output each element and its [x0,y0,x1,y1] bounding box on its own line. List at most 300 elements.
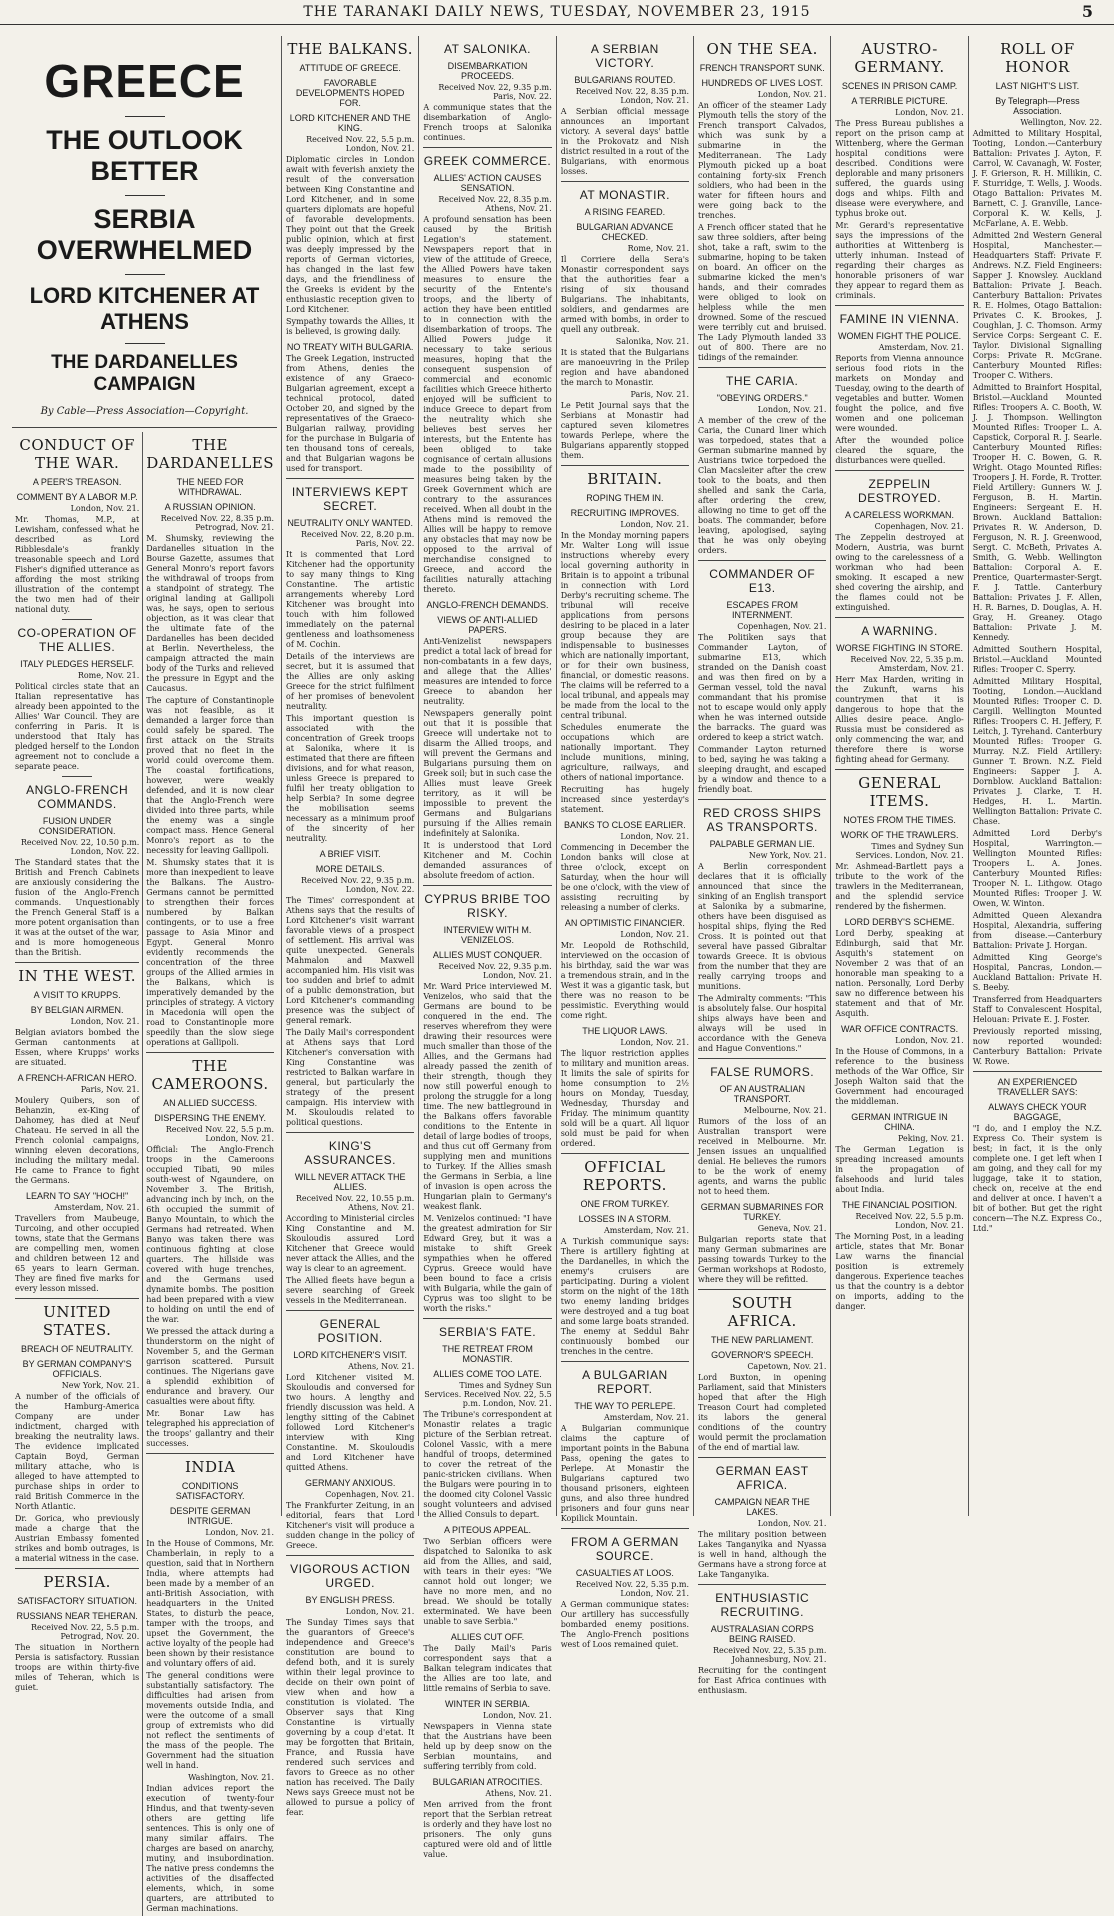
paragraph: The Daily Mail's correspondent at Athens says that Lord Kitchener's conversation with King Constantine was restricted to Balkan warfare in general, but particularly the strategy of the present campaign. His interview with M. Skouloudis related to political questions. [286,1028,415,1127]
paragraph: Newspapers in Vienna state that the Austrians have been held up by deep snow on the Serbian mountains, and suffering terribly from cold. [423,1722,552,1771]
subheading: MORE DETAILS. [315,864,385,874]
paragraph: Admitted to Brainfort Hospital, Bristol.—Auckland Mounted Rifles: Troopers A. C. Booth, W. J. J. Thompson. Wellington Mounted Rifles: Trooper L. A. Capstick, Corporal R. J. Searle. Canterbury Mounted Rifles: Trooper H. C. Bowen, G. R. Wright. Otago Mounted Rifles: Troopers J. H. Forde, R. Trotter. Field Artillery: Gunners W. J. Ferguson, B. H. Martin. Engineers: Sergeant E. H. Brown. Auckland Battalion: Privates R. W. Anderson, D. Ferguson, N. R. J. Greenwood, Sergt. C. McBeth, Privates A. Smith, G. Webb. Wellington Battalion: Corporal A. E. Prentice, Quartermaster-Sergt. F. J. Tattle. Canterbury Battalion: Privates J. F. Allen, H. R. Barnes, D. Douglas, A. H. Gray, H. Greaney. Otago Battalion: Private J. M. Kennedy. [972,383,1103,642]
col1-right [143,432,277,1916]
divider [286,1310,414,1311]
column-1 [8,36,282,1913]
subheading: FAVORABLE DEVELOPMENTS HOPED FOR. [295,78,405,108]
divider [835,305,963,306]
subheading: GOVERNOR'S SPEECH. [711,1350,814,1360]
rule [125,116,165,117]
article-heading: UNITED STATES. [42,1303,112,1339]
page-number: 5 [1081,2,1094,21]
divider [561,181,689,182]
subheading: LORD KITCHENER'S VISIT. [293,1350,408,1360]
paragraph: A profound sensation has been caused by the British Legation's statement. Newspapers report that in view of the attitude of Greece, the Allied Powers have taken measures to ensure the security of the Entente's troops, and the liberty of action they have been entitled to in connection with the disembarkation of troops. The Allied Powers judge it necessary to take serious measures, hoping that the consequent suspension of commercial and economic facilities which Greece hitherto enjoyed will be sufficient to induce Greece to depart from the neutrality which she believes best serves her interests, but the Entente has been obliged to take cognisance of certain allusions made to the possibility of measures being taken by the Greek Government which are contrary to the assurances received. When all doubt in the Athens mind is removed the Allies will be happy to remove any obstacles that may now be opposed to the arrival of merchandise consigned to Greece, and accord the facilities naturally attaching thereto. [423,215,552,594]
paragraph: In the House of Commons, Mr. Chamberlain, in reply to a question, said that in Northern India, where attempts had been made by a member of an anti-British Association, with headquarters in the United States, to disturb the peace, tamper with the troops, and upset the Government, the active loyalty of the people had been shown by their resistance and voluntary offers of aid. [146,1539,274,1668]
paragraph: Admitted King George's Hospital, Pancras, London.—Auckland Battalion: Private H. S. Beeby. [972,953,1103,992]
subheading: ALWAYS CHECK YOUR BAGGAGE, [988,1102,1087,1122]
paragraph: Schedules enumerate the occupations which are nationally important. They include munitions, mining, agriculture, railways, and others of national importance. [560,723,690,782]
paragraph: Newspapers generally point out that it is possible that Greece will undertake not to disarm the Allied troops, and will prevent the Germans and Bulgarians pursuing them on Greek soil; but in such case the Allies must leave Greek territory, as it will be impossible to prevent the Germans and Bulgarians pursuing if the Allies remain indefinitely at Salonika. [423,709,552,838]
dateline: Received Nov. 22, 9.35 p.m. Paris, Nov. 22. [438,83,552,101]
divider [973,1071,1102,1072]
article-heading: KING'S ASSURANCES. [304,1139,396,1167]
divider [698,1584,826,1585]
dateline: Melbourne, Nov. 21. [743,1106,827,1115]
subheading: ALLIES' ACTION CAUSES SENSATION. [433,173,542,193]
subheading: BY ENGLISH PRESS. [305,1595,395,1605]
dateline: Amsterdam, Nov. 21. [54,1203,140,1212]
paragraph: Men arrived from the front report that the Serbian retreat is orderly and they have lost no prisoners. The only guns captured were old and of little value. [423,1800,552,1859]
article-heading: FROM A GERMAN SOURCE. [570,1535,679,1563]
paragraph: According to Ministerial circles King Constantine and M. Skouloudis assured Lord Kitchener that Greece would never attack the Allies, and the way is clear to an agreement. [286,1214,415,1273]
divider [561,465,689,466]
paragraph: "I do, and I employ the N.Z. Express Co. Their system is best; in fact, it is the only complete one. I get left when I am going, and they call for my luggage, take it to station, check on, receive at the end and deliver at once. I haven't a bit of bother. But get the right concern—The N.Z. Express Co., Ltd." [972,1124,1103,1233]
article-heading: ENTHUSIASTIC RECRUITING. [715,1591,810,1619]
paragraph: This important question is associated with the concentration of Greek troops at Salonika, where it is estimated that there are fifteen divisions, and for what reason, unless Greece is prepared to fulfil her treaty obligation to help Serbia? In some degree the mobilisation seems necessary as a minimum proof of the sincerity of her neutrality. [286,714,415,843]
paragraph: Political circles state that an Italian representative has already been appointed to the Allies' War Council. They are conferring in Paris. It is understood that Italy has pledged herself to the London agreement not to conclude a separate peace. [15,682,140,771]
paragraph: Reports from Vienna announce serious food riots in the markets on Monday and Tuesday, owing to the dearth of vegetables and butter. Women fought the police, and five women and one policeman were wounded. [835,354,964,433]
paragraph: A number of the officials of the Hamburg-America Company are under indictment, charged with breaking the neutrality laws. The evidence implicated Captain Boyd, German military attache, who is alleged to have attempted to purchase ships in order to raid British Commerce in the North Atlantic. [15,1392,140,1511]
paragraph: Admitted Military Hospital, Tooting, London.—Auckland Mounted Rifles: Trooper C. D. Cargill. Wellington Mounted Rifles: Troopers C. H. Jeffery, F. Leitch, J. Tyrehand. Canterbury Mounted Rifles: Trooper G. Murray. N.Z. Field Artillery: Gunner T. Brown. N.Z. Field Engineers: Sapper J. A. Dornblow. Auckland Battalion: Privates J. Clarke, T. H. Hedges, H. L. Martin. Wellington Battalion: Private C. Chase. [972,677,1103,826]
subheading: ATTITUDE OF GREECE. [299,63,401,73]
subheading: A PEER'S TREASON. [32,477,122,487]
article-heading: GENERAL ITEMS. [858,774,941,810]
article-heading: A BULGARIAN REPORT. [582,1368,668,1396]
paragraph: Official: The Anglo-French troops in the Cameroons occupied Tibati, 90 miles south-west of Ngaundere, on November 3. The British, advancing inch by inch, on the 6th occupied the summit of Banyo Mountain, to which the Germans had retreated. When Banyo was taken there was continuous fighting at close quarters. The hillside was covered with huge trenches, and the Germans used dynamite bombs. The position had been prepared with a view to holding on until the end of the war. [146,1145,274,1324]
subheading: WINTER IN SERBIA. [445,1699,531,1709]
column-7 [969,36,1106,1516]
subheading: LORD KITCHENER AND THE KING. [289,113,411,133]
paragraph: A Turkish communique says: There is artillery fighting at the Dardanelles, in which the enemy's cruisers are participating. During a violent storm on the night of the 18th two enemy landing bridges were destroyed and a tug boat and some large boats stranded. The enemy at Seddul Bahr continuously bombed our trenches in the centre. [560,1237,690,1356]
dateline: London, Nov. 21. [895,108,964,117]
rule [125,195,165,196]
dateline: Received Nov. 22, 9.35 p.m. London, Nov. 22. [301,876,415,894]
paragraph: M. Venizelos continued: "I have the greatest admiration for Sir Edward Grey, but it was a mistake to shift Greek sympathies when he offered Cyprus. Greece would have been bound to face a crisis with Bulgaria, while the gain of Cyprus was too slight to be worth the risks." [423,1214,552,1313]
dateline: London, Nov. 21. [620,520,690,529]
divider [698,560,826,561]
headline-serbia: SERBIA OVERWHELMED [36,204,253,265]
article-heading: ROLL OF HONOR [1000,40,1075,76]
subheading: BULGARIANS ROUTED. [574,75,676,85]
paragraph: Diplomatic circles in London await with feverish anxiety the result of the conversation between King Constantine and Lord Kitchener, and in some quarters diplomats are hopeful of favorable developments. They point out that the Greek public opinion, which at first was deeply impressed by the reports of German victories, has changed in the last few days, and the friendliness of the Greeks is evident by the enthusiastic reception given to Lord Kitchener. [286,155,415,314]
divider [15,1298,139,1299]
dateline: Times and Sydney Sun Services. London, Nov. 21. [855,842,964,860]
subheading: LORD DERBY'S SCHEME. [844,917,955,927]
dateline: Copenhagen, Nov. 21. [737,622,827,631]
dateline: Received Nov. 22, 5.35 p.m. Johannesburg, Nov. 21. [713,1646,827,1664]
dateline: Capetown, Nov. 21. [747,1362,827,1371]
subheading: BULGARIAN ATROCITIES. [432,1777,543,1787]
subheading: HUNDREDS OF LIVES LOST. [701,78,823,88]
subheading: AUSTRALASIAN CORPS BEING RAISED. [710,1624,814,1644]
divider [835,769,963,770]
article-heading: IN THE WEST. [18,967,137,985]
subheading: ALLIES MUST CONQUER. [432,950,543,960]
paragraph: Admitted Lord Derby's Hospital, Warrington.—Wellington Mounted Rifles: Troopers L. A. Jones. Canterbury Mounted Rifles: Trooper N. L. Lithgow. Otago Mounted Rifles: Trooper J. W. Owen, W. Winton. [972,829,1103,908]
paragraph: Admitted Southern Hospital, Bristol.—Auckland Mounted Rifles: Trooper C. Sperry. [972,645,1103,674]
dateline: Geneva, Nov. 21. [757,1224,827,1233]
dateline: London, Nov. 21. [70,504,140,513]
paragraph: The Tribune's correspondent at Monastir relates a tragic picture of the Serbian retreat. Colonel Vassic, with a mere handful of troops, determined to cover the retreat of the panic-stricken civilians. When the Bulgars were pouring in to the doomed city Colonel Vassic sought volunteers and advised the Allied Consuls to depart. [423,1410,552,1519]
subheading: VIEWS OF ANTI-ALLIED PAPERS. [437,615,538,635]
dateline: Received Nov. 22, 5.35 p.m. London, Nov. 21. [575,1580,690,1598]
subheading: NOTES FROM THE TIMES. [843,815,956,825]
subheading: FUSION UNDER CONSIDERATION. [38,816,116,836]
subheading: DESPITE GERMAN INTRIGUE. [169,1506,251,1526]
paragraph: Rumors of the loss of an Australian transport were received in Melbourne. Mr. Jensen issues an unqualified denial. He believes the rumors to be the work of enemy agents, and warns the public not to heed them. [698,1117,827,1196]
article-heading: CO-OPERATION OF THE ALLIES. [17,626,137,654]
divider [423,147,551,148]
subheading: WOMEN FIGHT THE POLICE. [837,331,962,341]
article-heading: GREEK COMMERCE. [423,154,552,168]
subheading: THE LIQUOR LAWS. [582,1026,668,1036]
dateline: Received Nov. 22, 5.5 p.m. London, Nov. 21. [855,1212,964,1230]
paragraph: Mr. Leopold de Rothschild, interviewed on the occasion of his birthday, said the war was a tremendous strain, and in the West it was a gigantic task, but there was no reason to be pessimistic. Everything would come right. [560,941,690,1020]
paragraph: The liquor restriction applies to military and munition areas. It limits the sale of spirits for home consumption to 2½ hours on Monday, Tuesday, Wednesday, Thursday and Friday. The minimum quantity sold will be a quart. All liquor sold must be paid for when ordered. [560,1049,690,1148]
subheading: ANGLO-FRENCH DEMANDS. [426,600,549,610]
paragraph: The Admiralty comments: "This is absolutely false. Our hospital ships always have been and always will be used in accordance with the Geneva and Hague Conventions." [698,994,827,1053]
paragraph: Moulery Quibers, son of Behanzin, ex-King of Dahomey, has died at Neuf Chateau. He served in all the French colonial campaigns, winning eleven decorations, including the military medal. He came to France to fight the Germans. [15,1096,140,1185]
divider [15,1568,139,1569]
divider [62,619,92,620]
divider [146,1453,274,1454]
subheading: THE NEW PARLIAMENT. [711,1335,814,1345]
byline: By Cable—Press Association—Copyright. [40,406,249,417]
headline-dardanelles: THE DARDANELLES CAMPAIGN [51,352,238,395]
article-heading: BRITAIN. [587,470,663,488]
subheading: A RUSSIAN OPINION. [164,502,256,512]
columns [8,36,1106,1913]
subheading: DISPERSING THE ENEMY. [154,1113,266,1123]
col1-left [12,432,143,1916]
subheading: ESCAPES FROM INTERNMENT. [726,600,798,620]
paragraph: Commencing in December the London banks will close at three o'clock, except on Saturday, when the hour will be one o'clock, with the view of assisting recruiting by releasing a number of clerks. [560,843,690,912]
article-heading: FALSE RUMORS. [710,1065,815,1079]
paragraph: The Frankfurter Zeitung, in an editorial, fears that Lord Kitchener's visit will produce a sudden change in the policy of Greece. [286,1501,415,1550]
paragraph: The Allied fleets have begun a severe searching of Greek vessels in the Mediterranean. [286,1276,415,1305]
subheading: OF AN AUSTRALIAN TRANSPORT. [719,1084,805,1104]
subheading: A RISING FEARED. [584,207,666,217]
article-heading: GERMAN EAST AFRICA. [715,1464,809,1492]
dateline: Athens, Nov. 21. [485,1789,552,1798]
paragraph: Details of the interviews are secret, but it is assumed that the Allies are only asking Greece for the strict fulfilment of her promises of benevolent neutrality. [286,652,415,711]
paragraph: M. Shumsky states that it is more than inexpedient to leave the Balkans. The Austro-Germans cannot be permitted to strengthen their forces numbered by Balkan contingents, or to use a free passage to Asia Minor and Egypt. General Monro evidently recommends the concentration of the three groups of the Allied armies in the Balkans, which is imperatively demanded by the principles of strategy. A victory in Macedonia will open the road to Constantinople more speedily than the slow siege operations at Gallipoli. [146,858,274,1047]
paragraph: Recruiting has hugely increased since yesterday's statement. [560,785,690,814]
subheading: A TERRIBLE PICTURE. [851,96,948,106]
article-heading: THE CARIA. [726,374,799,388]
paragraph: Lord Kitchener visited M. Skouloudis and conversed for two hours. A lengthy and friendly discussion was held. A lengthy sitting of the Cabinet followed Lord Kitchener's interview with King Constantine. M. Skouloudis and Lord Kitchener have quitted Athens. [286,1373,415,1472]
article-heading: OFFICIAL REPORTS. [582,1158,667,1194]
subheading: BANKS TO CLOSE EARLIER. [564,820,686,830]
dateline: Amsterdam, Nov. 21. [878,343,964,352]
headline-outlook: THE OUTLOOK BETTER [46,125,243,186]
paragraph: A member of the crew of the Caria, the Cunard liner which was torpedoed, states that a German submarine manned by Austrians twice torpedoed the Clan Macsleiter after the crew took to the boats, and then shelled and sank the Caria, after ordering the crew, allowing no time to get off the boats. The commander, before leaving, apologised, saying that he was only obeying orders. [698,416,827,555]
dateline: London, Nov. 21. [757,90,827,99]
paragraph: The Press Bureau publishes a report on the prison camp at Wittenberg, where the German hospital conditions were described. Conditions were deplorable and many prisoners suffered, the guards using dogs and whips. Filth and disease were everywhere, and typhus broke out. [835,119,964,218]
dateline: Paris, Nov. 21. [630,390,690,399]
paragraph: Admitted Queen Alexandra Hospital, Alexandria, suffering from disease.—Canterbury Battalion: Private J. Horgan. [972,911,1103,950]
article-heading: ANGLO-FRENCH COMMANDS. [26,783,129,811]
subheading: THE RETREAT FROM MONASTIR. [442,1344,533,1364]
column-6 [831,36,968,1516]
dateline: London, Nov. 21. [620,832,690,841]
paragraph: It is commented that Lord Kitchener had the opportunity to say many things to King Constantine. The artistic arrangements whereby Lord Kitchener was brought into touch with him followed immediately on the paternal gentleness and loathsomeness of M. Cochin. [286,550,415,649]
dateline: London, Nov. 21. [483,1711,552,1720]
dateline: Paris, Nov. 21. [80,1085,140,1094]
paragraph: M. Shumsky, reviewing the Dardanelles situation in the Bourse Gazette, assumes that General Monro's report favors the withdrawal of troops from a standpoint of strategy. The original landing at Gallipoli was, he says, open to serious objection, as it was clear that the ultimate fate of the Dardanelles has been decided at Berlin. Nevertheless, the campaign attracted the main body of the Turks and relieved the pressure in Egypt and the Caucasus. [146,534,274,693]
subheading: THE WAY TO PERLEPE. [574,1401,676,1411]
paragraph: Mr. Gerard's representative says the impressions of the authorities at Wittenberg is utterly inhuman. Instead of regarding their charges as honorable prisoners of war they appear to regard them as criminals. [835,221,964,300]
paragraph: The Politiken says that Commander Layton, of submarine E13, which stranded on the Danish coast and was then fired on by a German vessel, told the naval commandant that his promise not to escape would only apply when he was interned outside the barracks. The guard was ordered to keep a strict watch. [698,633,827,742]
divider [698,1058,826,1059]
article-heading: SERBIA'S FATE. [438,1325,537,1339]
subheading: WORK OF THE TRAWLERS. [840,830,959,840]
paragraph: Previously reported missing, now reported wounded: Canterbury Battalion: Private W. Rowe. [972,1027,1103,1066]
dateline: New York, Nov. 21. [61,1381,140,1390]
article-heading: PERSIA. [43,1573,111,1591]
paragraph: Mr. Thomas, M.P., at Lewisham, confessed what he described as Lord Ribblesdale's frankly treasonable speech and Lord Fisher's dignified utterance as affording the most striking illustration of the contempt the two men had of their national duty. [15,515,140,614]
dateline: Received Nov. 22, 8.35 p.m. Petrograd, Nov. 21. [160,514,274,532]
dateline: New York, Nov. 21. [748,851,827,860]
divider [62,776,92,777]
dateline: Received Nov. 22, 10.50 p.m. London, Nov. 22. [20,838,140,856]
divider [835,617,963,618]
paragraph: A Bulgarian communique claims the capture of important points in the Babuna Pass, opening the gates to Perlepe. At Monastir the Bulgarians captured two thousand prisoners, eighteen guns, and also three hundred prisoners and four guns near Kopilick Mountain. [560,1424,690,1523]
paragraph: Admitted 2nd Western General Hospital, Manchester.—Headquarters Staff: Private F. Andrews. N.Z. Field Engineers: Sapper J. Knowsley. Auckland Battalion: Private J. Beach. Canterbury Battalion: Privates R. E. Holmes, Otago Battalion: Privates C. K. Brookes, J. Coughlan, J. C. Thomson. Army Service Corps: Sergeant C. E. Taylor. Divisional Signalling Corps: Private R. McGrane. Canterbury Mounted Rifles: Trooper C. Withers. [972,231,1103,380]
rule [125,343,165,344]
paragraph: A communique states that the disembarkation of Anglo-French troops at Salonika continues. [423,103,552,142]
dateline: Copenhagen, Nov. 21. [874,522,964,531]
divider [286,1132,414,1133]
subheading: ALLIES COME TOO LATE. [433,1369,542,1379]
article-heading: RED CROSS SHIPS AS TRANSPORTS. [703,806,822,834]
subheading: WILL NEVER ATTACK THE ALLIES. [294,1172,406,1192]
subheading: LEARN TO SAY "HOCH!" [26,1191,129,1201]
subheading: BY BELGIAN AIRMEN. [30,1005,124,1015]
paragraph: Mr. Bonar Law has telegraphed his appreciation of the troops' gallantry and their successes. [146,1409,274,1448]
dateline: Received Nov. 22, 9.35 p.m. London, Nov. 21. [438,962,552,980]
article-heading: AUSTRO-GERMANY. [854,40,945,76]
divider [286,478,414,479]
masthead-title: THE TARANAKI DAILY NEWS, TUESDAY, NOVEMBER 23, 1915 [303,4,811,20]
dateline: Peking, Nov. 21. [898,1134,964,1143]
subheading: ONE FROM TURKEY. [580,1199,670,1209]
subheading: THE NEED FOR WITHDRAWAL. [176,477,244,497]
paragraph: Lord Buxton, in opening Parliament, said that Ministers hoped that after the High Treason Court had completed its labors the general conditions of the country would permit the proclamation of the end of martial law. [698,1373,827,1452]
paragraph: Bulgarian reports state that many German submarines are passing towards Turkey to the German workshops at Rodosto, where they will be refitted. [698,1235,827,1284]
paragraph: A French officer stated that he saw three soldiers, after being shot, take a raft, swim to the submarine, hoping to be taken on board. An officer on the submarine kicked the men's hands, and their comrades were obliged to look on helpless while the men drowned. Some of the rescued were terribly cut and bruised. The Lady Plymouth landed 33 out of 800. There are no tidings of the remainder. [698,223,827,362]
paragraph: A German communique states: Our artillery has successfully bombarded enemy positions. The Anglo-French positions west of Loos remained quiet. [560,1600,690,1649]
paragraph: Recruiting for the contingent for East Africa continues with enthusiasm. [698,1666,827,1695]
divider [698,367,826,368]
dateline: Copenhagen, Nov. 21. [325,1490,415,1499]
paragraph: The Standard states that the British and French Cabinets are anxiously considering the fusion of the Anglo-French commands. Unquestionably the French General Staff is a more potent organisation than it was at the outset of the war, and is more homogeneous than the British. [15,858,140,957]
paragraph: The general conditions were substantially satisfactory. The difficulties had arisen from movements outside India, and were the outcome of a small group of extremists who did not reflect the sentiments of the mass of the people. The Government had the situation well in hand. [146,1671,274,1770]
subheading: NEUTRALITY ONLY WANTED. [287,518,414,528]
subheading: GERMAN INTRIGUE IN CHINA. [851,1112,948,1132]
dateline: Athens, Nov. 21. [348,1362,415,1371]
paragraph: The situation in Northern Persia is satisfactory. Russian troops are within thirty-five miles of Teheran, which is guiet. [15,1643,140,1692]
subheading: CONDITIONS SATISFACTORY. [175,1481,245,1501]
subheading: ROPING THEM IN. [586,493,664,503]
paragraph: The Daily Mail's Paris correspondent says that a Balkan telegram indicates that the Allies are too late, and little remains of Serbia to save. [423,1644,552,1693]
paragraph: Lord Derby, speaking at Edinburgh, said that Mr. Asquith's statement on November 2 was that of an honorable man speaking to a nation. Personally, Lord Derby saw no difference between his statement and that of Mr. Asquith. [835,929,964,1018]
subheading: By Telegraph—Press Association. [995,96,1080,116]
divider [561,1528,689,1529]
paragraph: It is understood that Lord Kitchener and M. Cochin demanded assurances of absolute freedom of action. [423,841,552,880]
divider [15,962,139,963]
dateline: London, Nov. 21. [205,1528,274,1537]
divider [698,1289,826,1290]
dateline: London, Nov. 21. [620,930,690,939]
article-heading: AT SALONIKA. [444,42,531,56]
subheading: WORSE FIGHTING IN STORE. [836,643,963,653]
subheading: DISEMBARKATION PROCEEDS. [447,61,528,81]
divider [698,799,826,800]
subheading: GERMAN SUBMARINES FOR TURKEY. [700,1202,824,1222]
subheading: CAMPAIGN NEAR THE LAKES. [714,1497,810,1517]
divider [561,1153,689,1154]
dateline: Rome, Nov. 21. [77,671,140,680]
paragraph: Travellers from Maubeuge, Turcoing, and other occupied towns, state that the Germans are compelling men, women and children between 12 and 65 years to learn German. They are fined five marks for every lesson missed. [15,1214,140,1293]
paragraph: Herr Max Harden, writing in the Zukunft, warns his countrymen that it is dangerous to hope that the Allies desire peace. Anglo-Russia must be considered as only commencing the war, and therefore there is worse fighting ahead for Germany. [835,675,964,764]
article-heading: CONDUCT OF THE WAR. [19,436,135,472]
divider [835,470,963,471]
paragraph: Commander Layton returned to bed, saying he was taking a sleeping draught, and escaped by a window and thence to a friendly boat. [698,745,827,794]
subheading: NO TREATY WITH BULGARIA. [286,342,414,352]
rule [125,274,165,275]
dateline: Wellington, Nov. 22. [1020,118,1103,127]
paragraph: The Morning Post, in a leading article, states that Mr. Bonar Law warns the financial position is extremely dangerous. Experience teaches us that the country is a debtor on imports, adding to the danger. [835,1232,964,1311]
subheading: FRENCH TRANSPORT SUNK. [699,63,825,73]
subheading: ALLIES CUT OFF. [450,1632,525,1642]
subheading: CASUALTIES AT LOOS. [575,1568,674,1578]
article-heading: FAMINE IN VIENNA. [839,312,960,326]
article-heading: COMMANDER OF E13. [709,567,816,595]
dateline: Received Nov. 22, 5.5 p.m. London, Nov. 21. [165,1125,274,1143]
article-heading: ZEPPELIN DESTROYED. [858,477,942,505]
subheading: A PITEOUS APPEAL. [443,1525,532,1535]
article-heading: INTERVIEWS KEPT SECRET. [291,485,409,513]
article-heading: THE DARDANELLES [146,436,274,472]
dateline: Received Nov. 22, 8.35 p.m. Athens, Nov. 21. [438,195,552,213]
dateline: Received Nov. 22, 5.5 p.m. London, Nov. 21. [306,135,415,153]
paragraph: We pressed the attack during a thunderstorm on the night of November 5, and the German garrison scattered. Pursuit continues. The Nigerians gave a splendid exhibition of endurance and bravery. Our casualties were about fifty. [146,1327,274,1406]
subheading: A CARELESS WORKMAN. [845,510,955,520]
paragraph: Two Serbian officers were dispatched to Salonika to ask aid from the Allies, and said, with tears in their eyes: "We cannot hold out longer; we have no more men, and no bread. We should be totally exterminated. We have been unable to save Serbia." [423,1537,552,1626]
subheading: A BRIEF VISIT. [319,849,381,859]
subheading: GERMANY ANXIOUS. [304,1478,396,1488]
subheading: PALPABLE GERMAN LIE. [709,839,815,849]
paragraph: The Greek Legation, instructed from Athens, denies the existence of any Graeco-Bulgarian agreement, except a technical protocol, dated October 20, and signed by the representatives of the Graeco-Bulgarian railway, providing for the purchase in Bulgaria of ten thousand tons of cereals, and that Bulgarian wagons be used for transport. [286,354,415,473]
paragraph: Il Corriere della Sera's Monastir correspondent says that the authorities fear a rising of six thousand Bulgarians. The inhabitants, soldiers, and gendarmes are armed with bombs, in order to quell any outbreak. [560,255,690,334]
paragraph: An officer of the steamer Lady Plymouth tells the story of the French transport Calvados, which was sunk by a submarine in the Mediterranean. The Lady Plymouth picked up a boat containing forty-six French soldiers, who had been in the water for fifteen hours and were going back to the trenches. [698,101,827,220]
dateline: Received Nov. 22, 10.55 p.m. Athens, Nov. 21. [295,1194,415,1212]
dateline: Received Nov. 22, 8.35 p.m. London, Nov. 21. [575,87,690,105]
article-heading: INDIA [184,1458,236,1476]
article-heading: CYPRUS BRIBE TOO RISKY. [424,892,551,920]
divider [698,1457,826,1458]
dateline: Amsterdam, Nov. 21. [604,1413,690,1422]
subheading: AN EXPERIENCED TRAVELLER SAYS: [997,1077,1078,1097]
paragraph: The capture of Constantinople was not feasible, as it demanded a larger force than could safely be spared. The first attack on the Straits proved that no fleet in the world could overcome them. The coastal fortifications, however, were weakly defended, and it is now clear that the Anglo-French were divided into three parts, while the enemy was a single compact mass. Hence General Monro's report as to the necessity for leaving Gallipoli. [146,696,274,855]
paragraph: Indian advices report the execution of twenty-four Hindus, and that twenty-seven others are getting life sentences. This is only one of many similar affairs. The charges are based on anarchy, mutiny, and insubordination. The native press condemns the activities of the disaffected elements, which, in some quarters, are attributed to German machinations. [146,1784,274,1913]
dateline: London, Nov. 21. [757,405,827,414]
subheading: AN OPTIMISTIC FINANCIER. [564,918,685,928]
paragraph: The German Legation is spreading increased amounts in the propagation of falsehoods and lurid tales about India. [835,1145,964,1194]
paragraph: Dr. Gorica, who previously made a charge that the Austrian Embassy fomented strikes and bomb outrages, is a material witness in the case. [15,1514,140,1563]
subheading: INTERVIEW WITH M. VENIZELOS. [443,925,532,945]
subheading: WAR OFFICE CONTRACTS. [840,1024,959,1034]
divider [146,1052,274,1053]
article-heading: A SERBIAN VICTORY. [590,42,659,70]
paragraph: The Zeppelin destroyed at Modern, Austria, was burnt owing to the carelessness of a workman who had been smoking. It escaped a new shed covering the airship, and the flames could not be extinguished. [835,533,964,612]
paragraph: The Times' correspondent at Athens says that the results of Lord Kitchener's visit warrant favorable views of a prospect of settlement. His arrival was quite unexpected. Generals Mahmalon and Maxwell accompanied him. His visit was too sudden and brief to admit of a public demonstration, but Lord Kitchener's commanding presence was the subject of general remark. [286,896,415,1025]
dateline: Rome, Nov. 21. [627,244,690,253]
paragraph: A Berlin correspondent declares that it is officially announced that since the sinking of an English transport at Salonika by a submarine, others have been disguised as hospital ships, flying the Red Cross. It is pointed out that several have passed Gibraltar towards Greece. It is obvious from the number that they are really carrying troops and munitions. [698,862,827,991]
subheading: BREACH OF NEUTRALITY. [20,1344,134,1354]
subheading: BULGARIAN ADVANCE CHECKED. [576,222,674,242]
column-4 [557,36,694,1649]
dateline: Amsterdam, Nov. 21. [604,1226,690,1235]
dateline: London, Nov. 21. [757,1519,827,1528]
article-heading: SOUTH AFRICA. [727,1294,797,1330]
subheading: BY GERMAN COMPANY'S OFFICIALS. [22,1359,132,1379]
paragraph: Le Petit Journal says that the Serbians at Monastir had captured seven kilometres towards Perlepe, where the Bulgarians apparently stopped them. [560,401,690,460]
article-heading: THE BALKANS. [287,40,414,58]
dateline: Received Nov. 22, 5.5 p.m. Petrograd, Nov. 20. [31,1623,140,1641]
divider [286,1555,414,1556]
dateline: London, Nov. 21. [70,1017,140,1026]
subheading: SATISFACTORY SITUATION. [17,1596,137,1606]
headline-kitchener: LORD KITCHENER AT ATHENS [29,283,260,334]
dateline: London, Nov. 21. [345,1607,415,1616]
headline-greece: GREECE [44,55,245,107]
subheading: THE FINANCIAL POSITION. [841,1200,958,1210]
subheading: SCENES IN PRISON CAMP. [841,81,958,91]
paragraph: Sympathy towards the Allies, it is believed, is growing daily. [286,317,415,336]
paragraph: The military position between Lakes Tanganyika and Nyassa is well in hand, although the Germans have a strong force at Lake Tanganyika. [698,1530,827,1579]
dateline: Received Nov. 22, 8.20 p.m. Paris, Nov. 22. [301,530,415,548]
subheading: A VISIT TO KRUPPS. [33,990,121,1000]
divider [561,1361,689,1362]
article-heading: VIGOROUS ACTION URGED. [290,1562,411,1590]
paragraph: The Sunday Times says that the guarantors of Greece's independence and Greece's constitution are bound to defend both, and it is surely within their legal province to decide on their own point of view when and how a constitution is violated. The Observer says that King Constantine is virtually governing by a coup d'etat. It may be forgotten that Britain, France, and Russia have rendered such services and favors to Greece as no other nation has received. The Daily News says Greece must not be allowed to pursue a policy of fear. [286,1618,415,1817]
article-heading: ON THE SEA. [706,40,818,58]
subheading: RUSSIANS NEAR TEHERAN. [16,1611,138,1621]
paragraph: Belgian aviators bombed the German cantonments at Essen, where Krupps' works are situated. [15,1028,140,1067]
paragraph: Anti-Venizelist newspapers predict a total lack of bread for non-combatants in a few days, and allege that the Allies' measures are intended to force Greece to abandon her neutrality. [423,637,552,706]
column-5 [694,36,831,1695]
paragraph: In the Monday morning papers Mr. Walter Long will issue instructions whereby every local governing authority in Britain is to appoint a tribunal in connection with Lord Derby's recruiting scheme. The tribunal will receive applications from persons desiring to be placed in a later group because they are indispensable to businesses which are nationally important, or for their own business, financial, or domestic reasons. The claims will be referred to a local tribunal, and appeals may be made from the local to the central tribunal. [560,531,690,720]
subheading: ITALY PLEDGES HERSELF. [20,659,135,669]
subheading: A FRENCH-AFRICAN HERO. [17,1073,137,1083]
subheading: RECRUITING IMPROVES. [570,508,680,518]
article-heading: THE CAMEROONS. [151,1057,269,1093]
article-heading: A WARNING. [861,624,938,638]
column-2 [282,36,419,1817]
subheading: LOSSES IN A STORM. [578,1214,672,1224]
dateline: Salonika, Nov. 21. [615,337,690,346]
divider [12,427,277,428]
divider [423,885,551,886]
paragraph: After the wounded police cleared the square, the disturbances were quelled. [835,436,964,465]
paragraph: In the House of Commons, in a reference to the business methods of the War Office, Sir Joseph Walton said that the Government had encouraged the middleman. [835,1047,964,1106]
col1-subcolumns [12,432,277,1916]
subheading: "OBEYING ORDERS." [716,393,808,403]
paragraph: A Serbian official message announces an important victory. A several days' battle in the Prokovatz and Nish district resulted in a rout of the Bulgarians, with enormous losses. [560,107,690,176]
dateline: Times and Sydney Sun Services. Received Nov. 22, 5.5 p.m. London, Nov. 21. [424,1381,552,1408]
